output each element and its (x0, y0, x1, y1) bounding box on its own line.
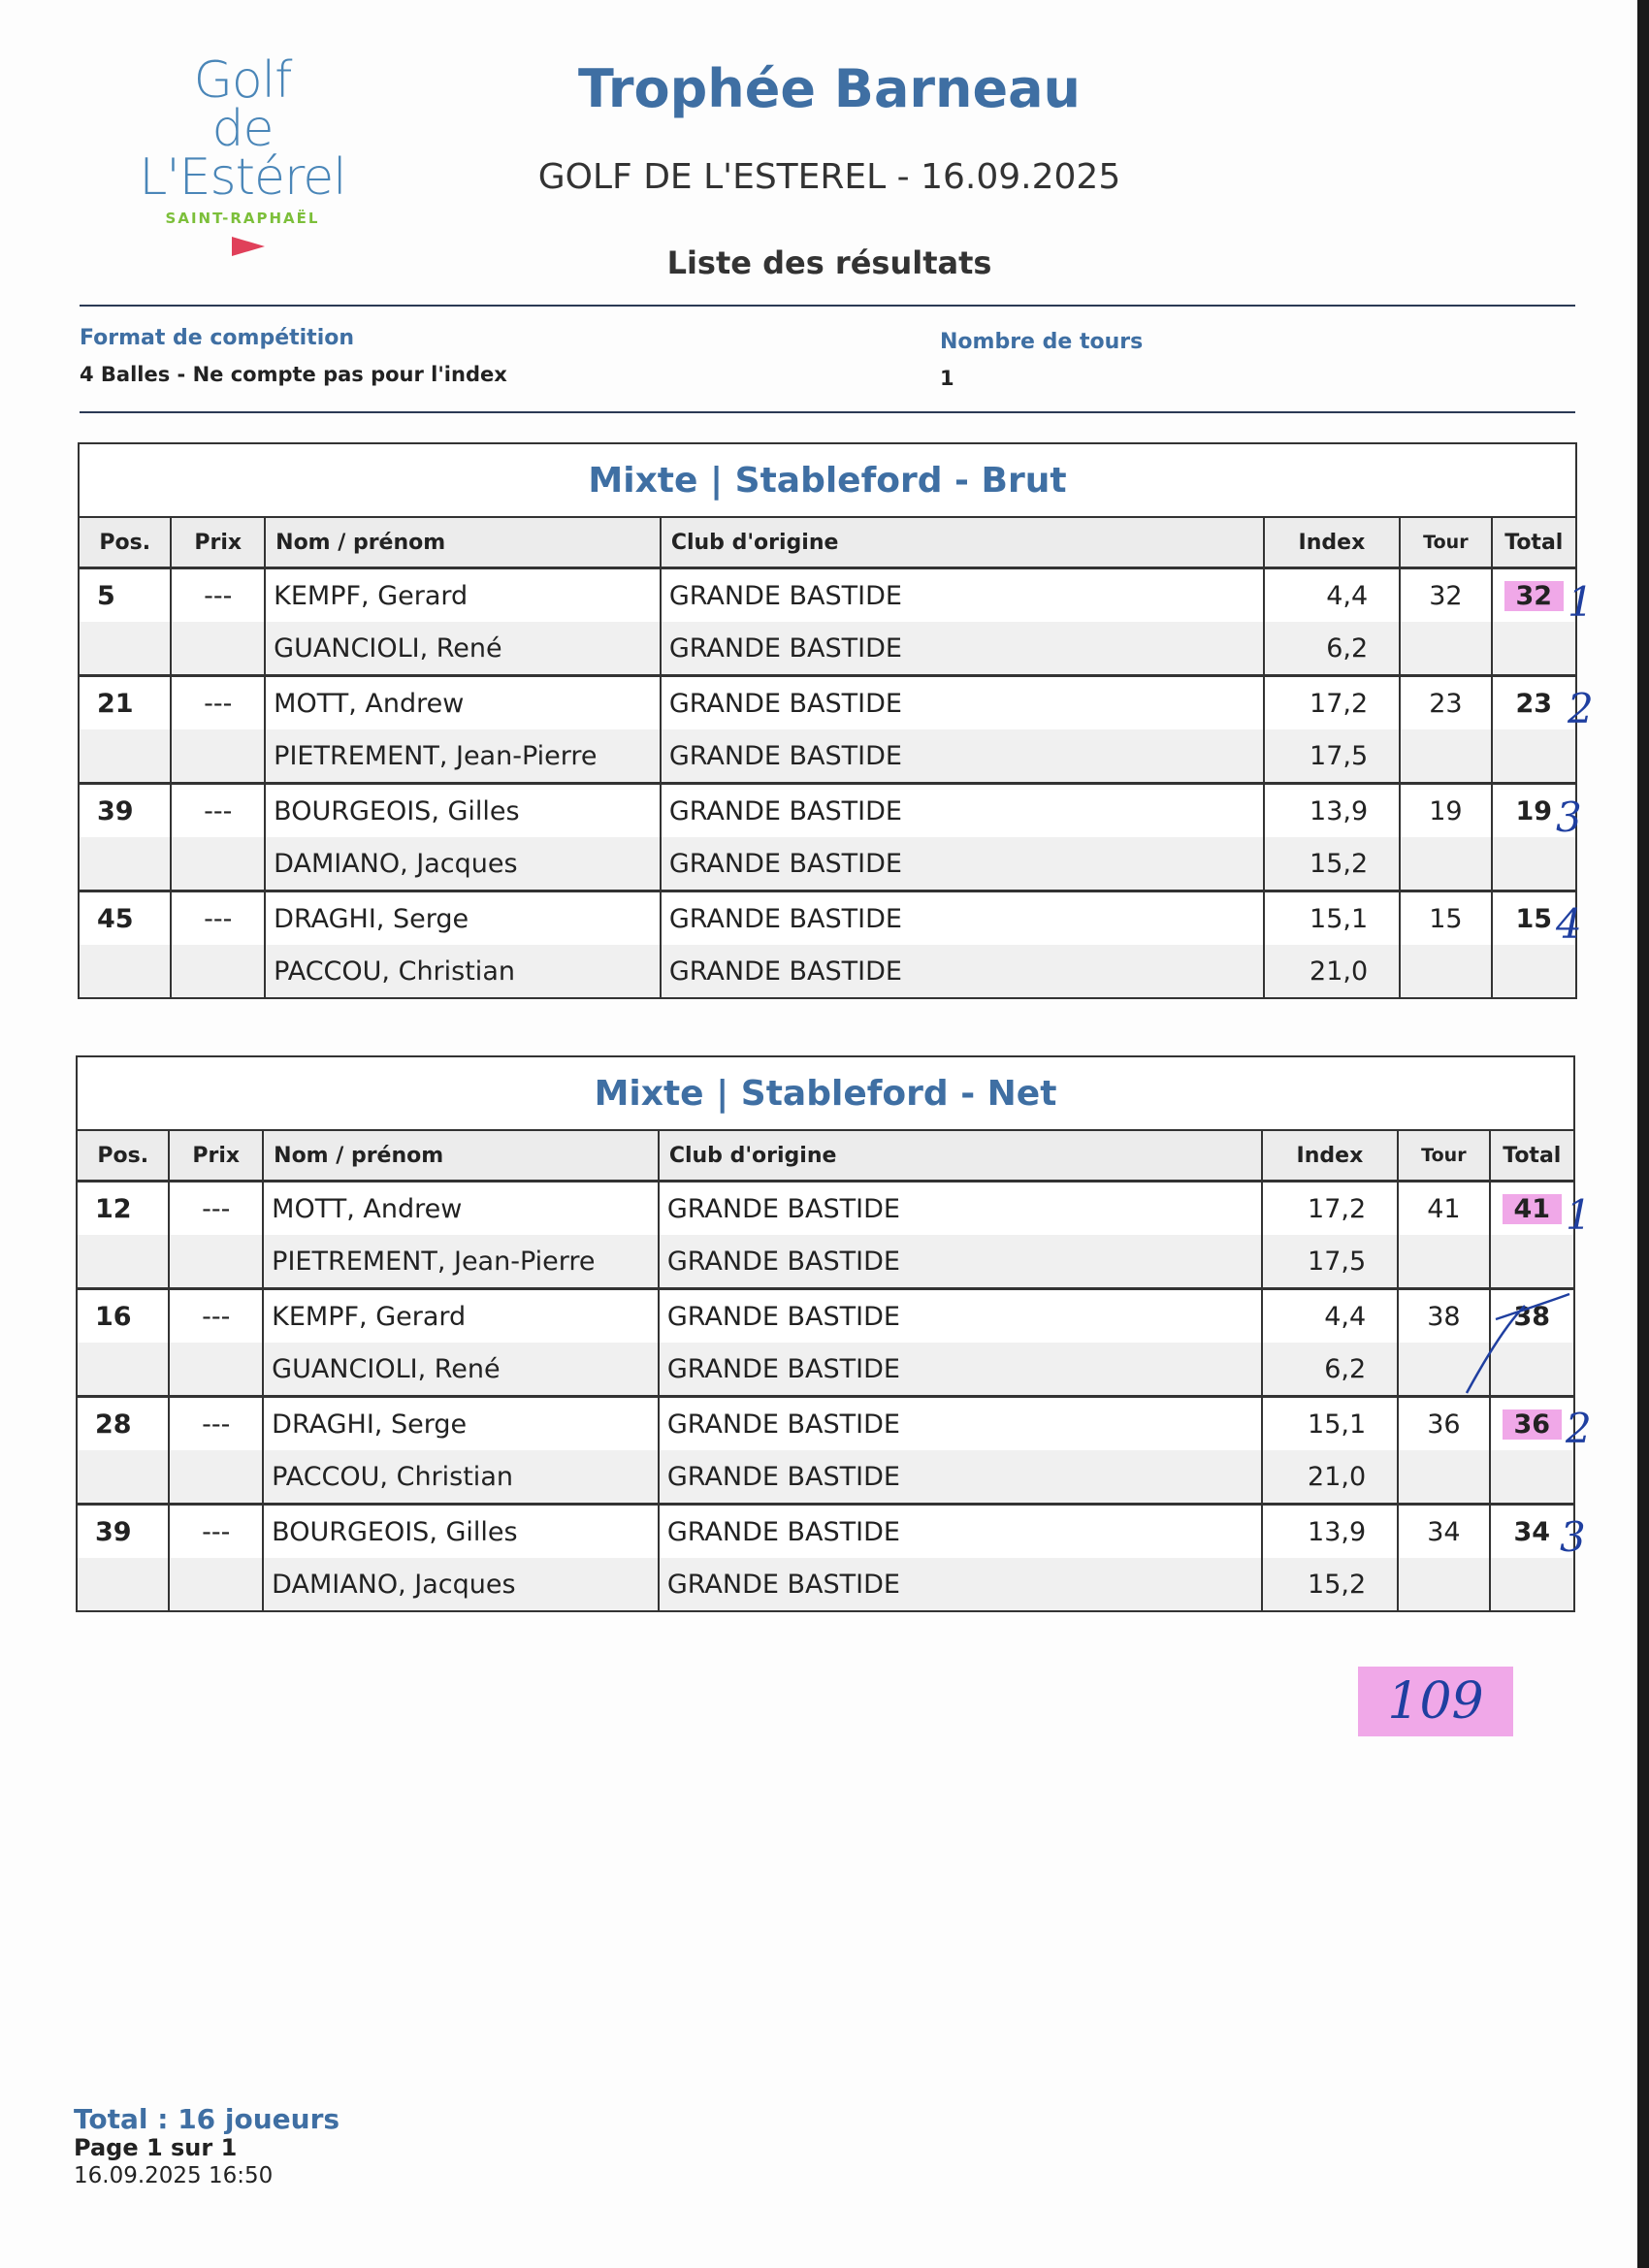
round-cell (1398, 1235, 1489, 1289)
prize-cell: --- (169, 1397, 263, 1451)
column-header: Index (1264, 518, 1400, 568)
table-row (80, 729, 1575, 784)
player-name: PACCOU, Christian (265, 945, 661, 997)
player-name: DAMIANO, Jacques (263, 1558, 659, 1610)
total-value: 38 (1513, 1301, 1551, 1332)
round-cell (1398, 1450, 1489, 1505)
column-header: Nom / prénom (265, 518, 661, 568)
position-cell: 12 (78, 1182, 169, 1236)
total-value: 15 (1515, 903, 1553, 934)
column-header: Pos. (78, 1131, 169, 1182)
golf-logo (126, 51, 359, 256)
club-cell: GRANDE BASTIDE (661, 568, 1264, 623)
table-row (78, 1505, 1573, 1559)
player-name: PACCOU, Christian (263, 1450, 659, 1505)
total-value: 32 (1504, 581, 1565, 611)
logo-line-1: Golf (193, 51, 292, 110)
results-table-net (76, 1055, 1575, 1612)
position-cell: 28 (78, 1397, 169, 1451)
logo-line-2: de (211, 100, 274, 158)
player-name: PIETREMENT, Jean-Pierre (265, 729, 661, 784)
club-cell: GRANDE BASTIDE (659, 1450, 1262, 1505)
column-header: Nom / prénom (263, 1131, 659, 1182)
position-cell (80, 837, 171, 891)
position-cell: 45 (80, 891, 171, 946)
club-cell: GRANDE BASTIDE (661, 837, 1264, 891)
prize-cell (171, 622, 265, 676)
table-row (78, 1289, 1573, 1344)
player-name: BOURGEOIS, Gilles (265, 784, 661, 838)
player-name: MOTT, Andrew (265, 676, 661, 730)
round-cell (1398, 1558, 1489, 1610)
club-cell: GRANDE BASTIDE (659, 1289, 1262, 1344)
position-cell (78, 1343, 169, 1397)
club-cell: GRANDE BASTIDE (661, 729, 1264, 784)
position-cell: 21 (80, 676, 171, 730)
handwritten-rank: 2 (1566, 1405, 1592, 1452)
rounds-value: 1 (940, 367, 954, 390)
column-header: Total (1492, 518, 1575, 568)
club-cell: GRANDE BASTIDE (659, 1343, 1262, 1397)
total-value: 41 (1503, 1194, 1563, 1224)
position-cell (80, 945, 171, 997)
prize-cell: --- (171, 676, 265, 730)
total-cell (1492, 837, 1575, 891)
round-cell (1400, 945, 1491, 997)
round-cell (1400, 622, 1491, 676)
club-cell: GRANDE BASTIDE (659, 1505, 1262, 1559)
column-header: Total (1490, 1131, 1573, 1182)
player-name: DRAGHI, Serge (265, 891, 661, 946)
prize-cell: --- (171, 891, 265, 946)
round-cell: 19 (1400, 784, 1491, 838)
prize-cell: --- (169, 1505, 263, 1559)
handwritten-rank: 3 (1560, 1513, 1586, 1561)
player-name: MOTT, Andrew (263, 1182, 659, 1236)
divider-bottom (80, 411, 1575, 413)
index-cell: 15,2 (1262, 1558, 1398, 1610)
total-cell (1492, 622, 1575, 676)
prize-cell: --- (169, 1289, 263, 1344)
club-cell: GRANDE BASTIDE (661, 945, 1264, 997)
section-title: Mixte | Stableford - Brut (80, 444, 1575, 518)
total-value: 19 (1515, 795, 1553, 826)
results-table (80, 518, 1575, 997)
table-row (80, 891, 1575, 946)
footer-total: Total : 16 joueurs (74, 2103, 340, 2135)
prize-cell (169, 1235, 263, 1289)
prize-cell (171, 729, 265, 784)
club-cell: GRANDE BASTIDE (661, 784, 1264, 838)
index-cell: 21,0 (1262, 1450, 1398, 1505)
total-cell (1492, 945, 1575, 997)
club-cell: GRANDE BASTIDE (659, 1182, 1262, 1236)
total-cell (1490, 1182, 1573, 1236)
table-row (80, 784, 1575, 838)
total-cell (1490, 1450, 1573, 1505)
player-name: KEMPF, Gerard (263, 1289, 659, 1344)
table-row (78, 1235, 1573, 1289)
section-title: Mixte | Stableford - Net (78, 1057, 1573, 1131)
position-cell: 39 (78, 1505, 169, 1559)
column-header: Pos. (80, 518, 171, 568)
table-row (78, 1450, 1573, 1505)
total-value: 36 (1503, 1409, 1563, 1440)
club-cell: GRANDE BASTIDE (659, 1235, 1262, 1289)
divider-top (80, 305, 1575, 307)
page-subtitle: GOLF DE L'ESTEREL - 16.09.2025 (537, 157, 1121, 197)
club-cell: GRANDE BASTIDE (659, 1558, 1262, 1610)
page-title: Trophée Barneau (578, 58, 1081, 119)
player-name: DAMIANO, Jacques (265, 837, 661, 891)
table-row (80, 622, 1575, 676)
flag-icon (232, 237, 265, 256)
prize-cell: --- (169, 1182, 263, 1236)
total-value: 23 (1515, 688, 1553, 719)
handwritten-rank: 3 (1556, 794, 1582, 841)
position-cell: 39 (80, 784, 171, 838)
index-cell: 15,1 (1262, 1397, 1398, 1451)
handwritten-sum: 109 (1358, 1667, 1513, 1736)
round-cell: 34 (1398, 1505, 1489, 1559)
logo-line-3: L'Estérel (139, 148, 346, 207)
column-header: Tour (1398, 1131, 1489, 1182)
position-cell (80, 729, 171, 784)
player-name: DRAGHI, Serge (263, 1397, 659, 1451)
column-header: Club d'origine (659, 1131, 1262, 1182)
table-row (78, 1558, 1573, 1610)
rounds-label: Nombre de tours (940, 330, 1144, 354)
column-header: Prix (171, 518, 265, 568)
index-cell: 17,5 (1262, 1235, 1398, 1289)
column-header: Tour (1400, 518, 1491, 568)
column-header: Club d'origine (661, 518, 1264, 568)
prize-cell (171, 945, 265, 997)
index-cell: 4,4 (1264, 568, 1400, 623)
results-table (78, 1131, 1573, 1610)
index-cell: 6,2 (1264, 622, 1400, 676)
list-title: Liste des résultats (666, 244, 992, 281)
table-row (80, 568, 1575, 623)
column-header: Prix (169, 1131, 263, 1182)
index-cell: 6,2 (1262, 1343, 1398, 1397)
index-cell: 17,2 (1264, 676, 1400, 730)
total-cell (1490, 1235, 1573, 1289)
round-cell: 36 (1398, 1397, 1489, 1451)
index-cell: 17,2 (1262, 1182, 1398, 1236)
club-cell: GRANDE BASTIDE (661, 622, 1264, 676)
club-cell: GRANDE BASTIDE (659, 1397, 1262, 1451)
player-name: PIETREMENT, Jean-Pierre (263, 1235, 659, 1289)
handwritten-rank: 4 (1556, 900, 1582, 948)
prize-cell (169, 1450, 263, 1505)
handwritten-strike-mark (1461, 1292, 1577, 1399)
index-cell: 17,5 (1264, 729, 1400, 784)
results-table-brut (78, 442, 1577, 999)
total-cell (1492, 729, 1575, 784)
player-name: GUANCIOLI, René (263, 1343, 659, 1397)
handwritten-rank: 1 (1568, 578, 1594, 626)
total-cell (1492, 676, 1575, 730)
table-row (80, 676, 1575, 730)
position-cell: 16 (78, 1289, 169, 1344)
round-cell: 15 (1400, 891, 1491, 946)
position-cell: 5 (80, 568, 171, 623)
prize-cell: --- (171, 568, 265, 623)
footer-timestamp: 16.09.2025 16:50 (74, 2163, 274, 2188)
column-header: Index (1262, 1131, 1398, 1182)
round-cell: 41 (1398, 1182, 1489, 1236)
logo-subtitle: SAINT-RAPHAËL (165, 210, 320, 227)
round-cell (1400, 837, 1491, 891)
prize-cell: --- (171, 784, 265, 838)
index-cell: 15,2 (1264, 837, 1400, 891)
table-row (78, 1397, 1573, 1451)
prize-cell (169, 1343, 263, 1397)
index-cell: 13,9 (1264, 784, 1400, 838)
round-cell: 38 (1398, 1289, 1489, 1344)
player-name: BOURGEOIS, Gilles (263, 1505, 659, 1559)
position-cell (78, 1450, 169, 1505)
footer-page: Page 1 sur 1 (74, 2134, 238, 2161)
scan-edge (1637, 0, 1649, 2268)
round-cell (1400, 729, 1491, 784)
total-cell (1490, 1558, 1573, 1610)
position-cell (78, 1558, 169, 1610)
index-cell: 15,1 (1264, 891, 1400, 946)
position-cell (78, 1235, 169, 1289)
total-value: 34 (1513, 1516, 1551, 1547)
handwritten-rank: 2 (1568, 685, 1594, 732)
player-name: GUANCIOLI, René (265, 622, 661, 676)
index-cell: 4,4 (1262, 1289, 1398, 1344)
position-cell (80, 622, 171, 676)
round-cell: 23 (1400, 676, 1491, 730)
club-cell: GRANDE BASTIDE (661, 676, 1264, 730)
total-cell (1492, 568, 1575, 623)
round-cell: 32 (1400, 568, 1491, 623)
format-value: 4 Balles - Ne compte pas pour l'index (80, 363, 507, 386)
handwritten-rank: 1 (1566, 1191, 1592, 1239)
table-row (78, 1182, 1573, 1236)
index-cell: 21,0 (1264, 945, 1400, 997)
prize-cell (171, 837, 265, 891)
prize-cell (169, 1558, 263, 1610)
table-row (78, 1343, 1573, 1397)
player-name: KEMPF, Gerard (265, 568, 661, 623)
club-cell: GRANDE BASTIDE (661, 891, 1264, 946)
total-cell (1490, 1397, 1573, 1451)
format-label: Format de compétition (80, 326, 355, 350)
table-row (80, 945, 1575, 997)
index-cell: 13,9 (1262, 1505, 1398, 1559)
table-row (80, 837, 1575, 891)
